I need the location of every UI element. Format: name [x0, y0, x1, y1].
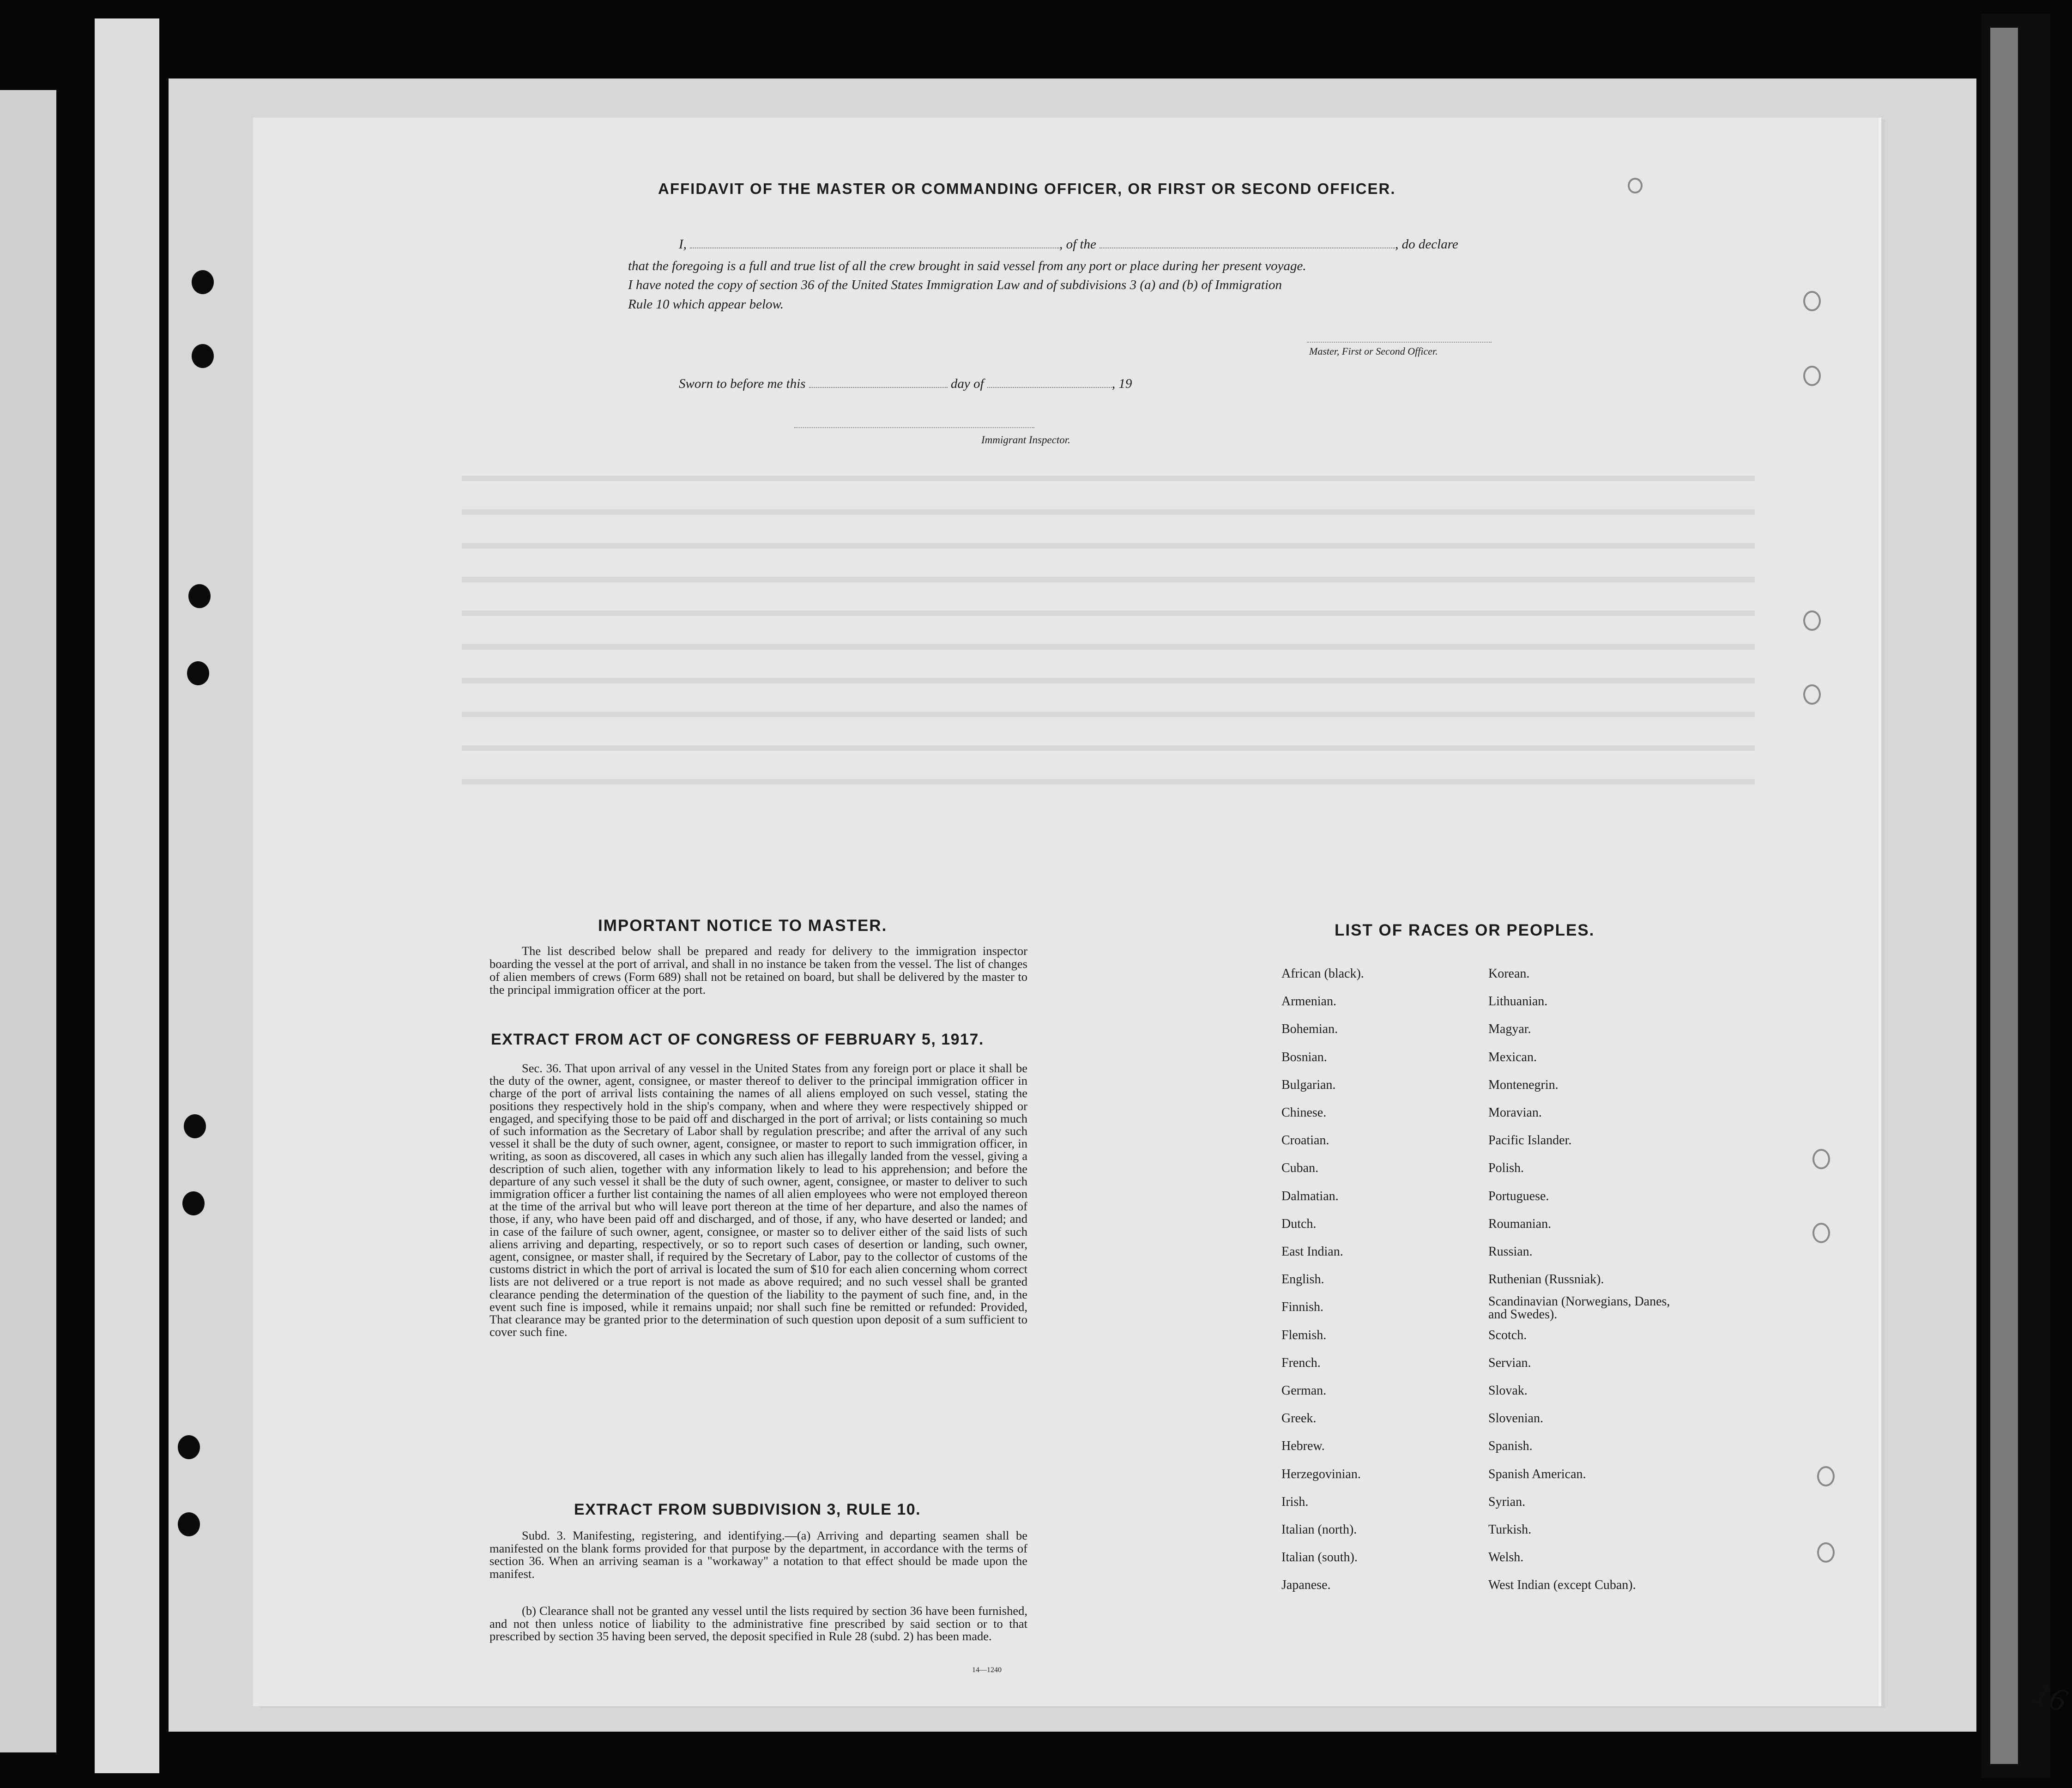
- races-heading: LIST OF RACES OR PEOPLES.: [1335, 921, 1595, 939]
- punch-ring: [1803, 366, 1821, 386]
- race-item: French.: [1281, 1355, 1321, 1370]
- name-blank: [690, 247, 1059, 248]
- punch-ring: [1628, 178, 1643, 193]
- race-item: African (black).: [1281, 966, 1364, 981]
- binder-hole: [187, 661, 209, 685]
- race-item: Polish.: [1488, 1161, 1524, 1176]
- race-item: Spanish American.: [1488, 1467, 1586, 1481]
- race-item: Italian (south).: [1281, 1550, 1358, 1565]
- race-item: Flemish.: [1281, 1328, 1327, 1342]
- year-prefix: , 19: [1112, 376, 1132, 391]
- race-item: Pacific Islander.: [1488, 1133, 1572, 1148]
- punch-ring: [1817, 1466, 1835, 1486]
- race-item: Finnish.: [1281, 1300, 1324, 1315]
- manifest-page: [253, 118, 1879, 1706]
- section-36-text: Sec. 36. That upon arrival of any vessel in the United States from any foreign port or place it shall be the duty of the owner, agent, consignee, or master thereof to deliver to the principal immigration officer in charge of the port of arrival lists containing the names of all aliens employed on such vessel, stating the positions they respectively hold in the ship's company, when and where they were respectively shipped or engaged, and specifying those to be paid off and discharged in the port of arrival; or lists containing so much of such information as the Secretary of Labor shall by regulation prescribe; and after the arrival of any such vessel it shall be the duty of such owner, agent, consignee, or master to report to such immigration officer, in writing, as soon as discovered, all cases in which any such alien has illegally landed from the vessel, giving a description of such alien, together with any information likely to lead to his apprehension; and before the departure of any such vessel it shall be the duty of such owner, agent, consignee, or master to deliver to such immigration officer a further list containing the names of all alien employees who were not employed thereon at the time of the arrival but who will leave port thereon at the time of her departure, and also the names of those, if any, who have been paid off and discharged, and of those, if any, who have deserted or landed; and in case of the failure of such owner, agent, consignee, or master so to deliver either of the said lists of such aliens arriving and departing, respectively, or so to report such cases of desertion or landing, such owner, agent, consignee, or master shall, if required by the Secretary of Labor, pay to the collector of customs of the customs district in which the port of arrival is located the sum of $10 for each alien concerning whom correct lists are not delivered or a true report is not made as above required; and no such vessel shall be granted clearance pending the determination of the question of the liability to the payment of such fine, and, in the event such fine is imposed, while it remains unpaid; nor shall such fine be remitted or refunded: Provided, That clearance may be granted prior to the determination of such question upon deposit of a sum sufficient to cover such fine.: [489, 1061, 1027, 1339]
- race-item: Scotch.: [1488, 1328, 1527, 1342]
- race-item: Spanish.: [1488, 1439, 1533, 1454]
- adjacent-page-edge: [95, 18, 159, 1773]
- race-item: Korean.: [1488, 966, 1530, 981]
- race-item: Herzegovinian.: [1281, 1467, 1361, 1481]
- race-item: Chinese.: [1281, 1105, 1327, 1120]
- right-page-edge: [1990, 28, 2018, 1764]
- affidavit-do-declare: , do declare: [1395, 237, 1458, 252]
- race-item: Montenegrin.: [1488, 1077, 1559, 1092]
- race-item: Dutch.: [1281, 1216, 1317, 1231]
- affidavit-line-1: [679, 237, 1458, 252]
- race-item: Syrian.: [1488, 1494, 1526, 1509]
- page-mark: 16: [2029, 1674, 2072, 1719]
- punch-ring: [1817, 1542, 1835, 1563]
- race-item: Turkish.: [1488, 1522, 1532, 1537]
- race-item: East Indian.: [1281, 1244, 1343, 1259]
- race-item: Russian.: [1488, 1244, 1533, 1259]
- binder-hole: [182, 1191, 205, 1215]
- affidavit-line-2: that the foregoing is a full and true list of all the crew brought in said vessel from any port or place during her present voyage.: [628, 259, 1306, 273]
- race-item: Hebrew.: [1281, 1439, 1325, 1454]
- day-of-text: day of: [950, 376, 984, 391]
- race-item: Cuban.: [1281, 1161, 1319, 1176]
- race-item: Magyar.: [1488, 1022, 1531, 1037]
- race-item: Mexican.: [1488, 1050, 1537, 1064]
- race-item: Croatian.: [1281, 1133, 1329, 1148]
- race-item: Irish.: [1281, 1494, 1309, 1509]
- rule-para-b: (b) Clearance shall not be granted any vessel until the lists required by section 36 have been furnished, and not then unless notice of liability to the administrative fine prescribed by said section or to that prescribed by section 35 having been served, the deposit specified in Rule 28 (subd. 2) has been made.: [489, 1604, 1027, 1643]
- race-item: Japanese.: [1281, 1578, 1331, 1593]
- race-item: Moravian.: [1488, 1105, 1542, 1120]
- race-item: English.: [1281, 1272, 1324, 1287]
- sworn-line: [679, 376, 1132, 392]
- vessel-blank: [1099, 247, 1395, 248]
- signature-line: [1307, 342, 1492, 343]
- affidavit-title: AFFIDAVIT OF THE MASTER OR COMMANDING OFFICER, OR FIRST OR SECOND OFFICER.: [658, 180, 1396, 197]
- punch-ring: [1812, 1149, 1830, 1169]
- race-item: Bohemian.: [1281, 1022, 1338, 1037]
- race-item: West Indian (except Cuban).: [1488, 1578, 1636, 1593]
- binder-hole: [192, 270, 214, 294]
- punch-ring: [1803, 610, 1821, 631]
- race-item: Italian (north).: [1281, 1522, 1357, 1537]
- race-item: Slovenian.: [1488, 1411, 1543, 1426]
- race-item: Bulgarian.: [1281, 1077, 1336, 1092]
- race-item: Portuguese.: [1488, 1189, 1549, 1203]
- race-item: Dalmatian.: [1281, 1189, 1339, 1203]
- affidavit-line-3: I have noted the copy of section 36 of the United States Immigration Law and of subdivisions 3 (a) and (b) of Immigration: [628, 278, 1282, 292]
- notice-heading: IMPORTANT NOTICE TO MASTER.: [598, 917, 888, 935]
- bleed-through-rows: [462, 462, 1755, 813]
- affidavit-of-the: , of the: [1059, 237, 1096, 252]
- month-blank: [987, 387, 1112, 388]
- extract-rule-heading: EXTRACT FROM SUBDIVISION 3, RULE 10.: [574, 1501, 921, 1518]
- race-item: Ruthenian (Russniak).: [1488, 1272, 1604, 1287]
- sworn-text: Sworn to before me this: [679, 376, 806, 391]
- punch-ring: [1803, 684, 1821, 705]
- binder-hole: [188, 584, 211, 608]
- race-item: Lithuanian.: [1488, 994, 1548, 1009]
- notice-body: The list described below shall be prepared and ready for delivery to the immigration inspector boarding the vessel at the port of arrival, and shall in no instance be taken from the vessel. The list of changes of alien members of crews (Form 689) shall not be retained on board, but shall be delivered by the master to the principal immigration officer at the port.: [489, 944, 1027, 997]
- punch-ring: [1812, 1223, 1830, 1243]
- affidavit-line-4: Rule 10 which appear below.: [628, 297, 784, 312]
- race-item: Slovak.: [1488, 1383, 1528, 1398]
- race-item: Armenian.: [1281, 994, 1336, 1009]
- race-item: Bosnian.: [1281, 1050, 1327, 1064]
- binder-hole: [178, 1512, 200, 1536]
- binder-hole: [178, 1435, 200, 1459]
- signature-caption: Master, First or Second Officer.: [1309, 345, 1438, 357]
- race-item: Welsh.: [1488, 1550, 1524, 1565]
- punch-ring: [1803, 291, 1821, 311]
- rule-para-a: Subd. 3. Manifesting, registering, and identifying.—(a) Arriving and departing seamen shall be manifested on the blank forms provided for that purpose by the department, in accordance with the terms of section 36. When an arriving seaman is a "workaway" a notation to that effect should be made upon the manifest.: [489, 1528, 1027, 1581]
- binder-hole: [184, 1114, 206, 1138]
- left-page-edge: [0, 90, 56, 1752]
- extract-act-heading: EXTRACT FROM ACT OF CONGRESS OF FEBRUARY 5, 1917.: [491, 1031, 984, 1048]
- race-item: Servian.: [1488, 1355, 1531, 1370]
- affidavit-i: I,: [679, 237, 687, 252]
- form-number: 14—1240: [972, 1666, 1002, 1674]
- binder-hole: [192, 344, 214, 368]
- race-item: Greek.: [1281, 1411, 1317, 1426]
- race-item: German.: [1281, 1383, 1327, 1398]
- inspector-line: [794, 427, 1034, 428]
- inspector-caption: Immigrant Inspector.: [981, 434, 1070, 446]
- race-item: Roumanian.: [1488, 1216, 1552, 1231]
- day-blank: [809, 387, 948, 388]
- race-item: Scandinavian (Norwegians, Danes, and Swedes).: [1488, 1294, 1670, 1322]
